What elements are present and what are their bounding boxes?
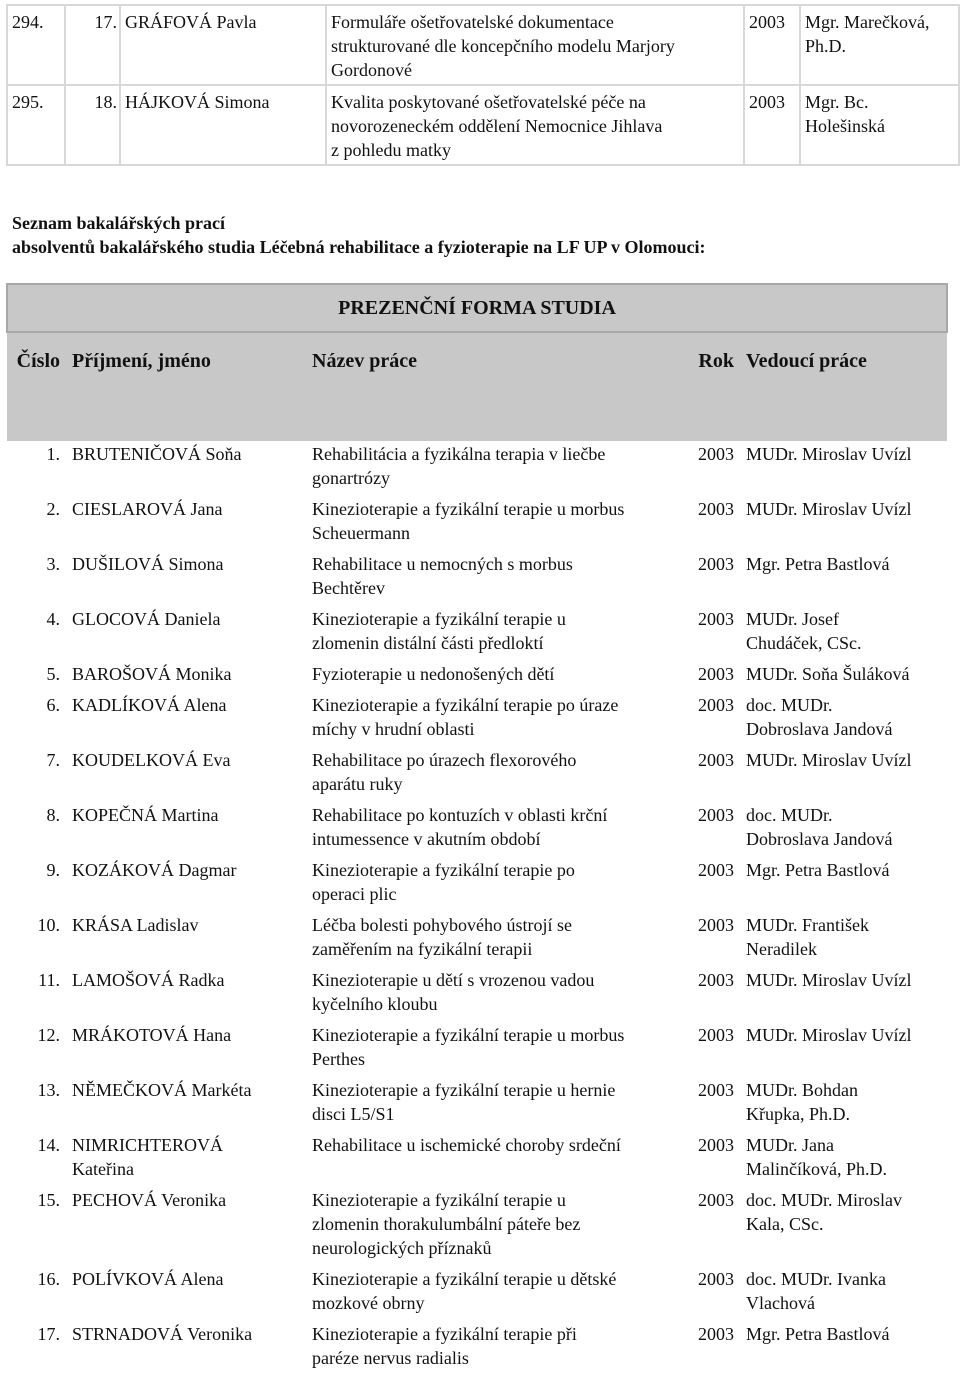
thesis-title-line: Kinezioterapie a fyzikální terapie u <box>312 609 566 629</box>
thesis-supervisor-line: MUDr. Jana <box>746 1135 834 1155</box>
thesis-year: 2003 <box>698 860 734 880</box>
thesis-year: 2003 <box>698 695 734 715</box>
row-number: 5. <box>46 664 60 684</box>
thesis-title-line: Perthes <box>312 1049 365 1069</box>
thesis-title <box>306 606 684 655</box>
author-name-line: LAMOŠOVÁ Radka <box>72 970 225 990</box>
thesis-title <box>306 857 684 906</box>
table-row <box>7 441 947 490</box>
thesis-year: 2003 <box>698 805 734 825</box>
author-name-line: DUŠILOVÁ Simona <box>72 554 224 574</box>
row-spacer-cell <box>7 1370 947 1376</box>
thesis-supervisor-line: MUDr. Miroslav Uvízl <box>746 970 912 990</box>
thesis-title <box>306 1022 684 1071</box>
thesis-title-line: Fyzioterapie u nedonošených dětí <box>312 664 555 684</box>
thesis-supervisor <box>740 606 947 655</box>
thesis-supervisor-line: Křupka, Ph.D. <box>746 1104 850 1124</box>
author-name: HÁJKOVÁ Simona <box>120 85 326 165</box>
col-header-name: Příjmení, jméno <box>66 332 306 388</box>
thesis-supervisor <box>740 1187 947 1260</box>
thesis-year: 2003 <box>698 1080 734 1100</box>
thesis-title <box>326 85 744 165</box>
thesis-title-line: Bechtěrev <box>312 578 385 598</box>
thesis-title <box>306 496 684 545</box>
previous-theses-table <box>6 4 960 166</box>
thesis-year: 2003 <box>698 1025 734 1045</box>
row-number: 3. <box>46 554 60 574</box>
table-row <box>7 496 947 545</box>
author-name <box>66 1132 306 1181</box>
thesis-supervisor <box>740 747 947 796</box>
thesis-year: 2003 <box>744 85 800 165</box>
table-row <box>7 912 947 961</box>
table-row <box>7 606 947 655</box>
row-number: 16. <box>37 1269 60 1289</box>
thesis-title <box>306 1187 684 1260</box>
thesis-title-line: Kinezioterapie a fyzikální terapie u morbus <box>312 1025 625 1045</box>
table-row <box>7 802 947 851</box>
author-name-line: CIESLAROVÁ Jana <box>72 499 223 519</box>
thesis-supervisor <box>740 857 947 906</box>
thesis-supervisor-line: doc. MUDr. <box>746 805 833 825</box>
author-name-line: MRÁKOTOVÁ Hana <box>72 1025 232 1045</box>
row-number: 2. <box>46 499 60 519</box>
thesis-supervisor-line: MUDr. Bohdan <box>746 1080 858 1100</box>
author-name-line: NĚMEČKOVÁ Markéta <box>72 1080 252 1100</box>
thesis-title <box>306 692 684 741</box>
thesis-supervisor <box>740 1266 947 1315</box>
col-header-number: Číslo <box>7 332 66 388</box>
thesis-year: 2003 <box>744 5 800 85</box>
thesis-title-line: Kinezioterapie a fyzikální terapie u hernie <box>312 1080 616 1100</box>
thesis-year: 2003 <box>698 1324 734 1344</box>
thesis-year: 2003 <box>698 1135 734 1155</box>
list-title: Seznam bakalářských prací <box>12 213 226 233</box>
thesis-supervisor-line: MUDr. Josef <box>746 609 839 629</box>
thesis-year: 2003 <box>698 750 734 770</box>
table-row <box>7 661 947 686</box>
thesis-supervisor <box>740 1321 947 1370</box>
table-row <box>7 967 947 1016</box>
row-number: 14. <box>37 1135 60 1155</box>
thesis-supervisor <box>800 5 959 85</box>
thesis-supervisor <box>740 661 947 686</box>
author-name <box>66 551 306 600</box>
table-row <box>7 1187 947 1260</box>
thesis-title-line: novorozeneckém oddělení Nemocnice Jihlava <box>331 116 663 136</box>
thesis-title-line: Formuláře ošetřovatelské dokumentace <box>331 12 614 32</box>
thesis-supervisor <box>740 441 947 490</box>
thesis-title-line: Kinezioterapie a fyzikální terapie u <box>312 1190 566 1210</box>
thesis-supervisor-line: Mgr. Bc. <box>805 92 869 112</box>
thesis-title-line: Kinezioterapie u dětí s vrozenou vadou <box>312 970 595 990</box>
author-name-line: KOUDELKOVÁ Eva <box>72 750 231 770</box>
row-index: 295. <box>7 85 65 165</box>
author-name-line: KOPEČNÁ Martina <box>72 805 219 825</box>
row-number: 11. <box>38 970 60 990</box>
thesis-title <box>306 912 684 961</box>
thesis-supervisor-line: Mgr. Petra Bastlová <box>746 860 890 880</box>
row-seq: 17. <box>65 5 120 85</box>
thesis-title-line: zaměřením na fyzikální terapii <box>312 939 533 959</box>
col-header-title: Název práce <box>306 332 684 388</box>
thesis-supervisor-line: doc. MUDr. <box>746 695 833 715</box>
author-name-line: PECHOVÁ Veronika <box>72 1190 227 1210</box>
thesis-title <box>306 551 684 600</box>
thesis-supervisor <box>740 496 947 545</box>
thesis-title-line: gonartrózy <box>312 468 390 488</box>
thesis-title-line: Kinezioterapie a fyzikální terapie při <box>312 1324 577 1344</box>
thesis-supervisor-line: Dobroslava Jandová <box>746 719 893 739</box>
thesis-title-line: Kvalita poskytované ošetřovatelské péče na <box>331 92 646 112</box>
thesis-supervisor-line: MUDr. Miroslav Uvízl <box>746 499 912 519</box>
theses-table <box>6 283 948 1376</box>
thesis-title-line: zlomenin distální části předloktí <box>312 633 544 653</box>
thesis-supervisor-line: Mgr. Petra Bastlová <box>746 554 890 574</box>
table-row <box>7 692 947 741</box>
thesis-title-line: Kinezioterapie a fyzikální terapie po úraze <box>312 695 619 715</box>
thesis-supervisor <box>740 912 947 961</box>
thesis-title-line: paréze nervus radialis <box>312 1348 469 1368</box>
list-subtitle: absolventů bakalářského studia Léčebná rehabilitace a fyzioterapie na LF UP v Olomouci: <box>12 237 706 257</box>
thesis-title-line: aparátu ruky <box>312 774 403 794</box>
thesis-year: 2003 <box>698 609 734 629</box>
thesis-supervisor-line: Kala, CSc. <box>746 1214 824 1234</box>
author-name <box>66 441 306 490</box>
table-row <box>7 857 947 906</box>
author-name <box>66 1077 306 1126</box>
thesis-supervisor <box>740 692 947 741</box>
thesis-supervisor <box>740 1077 947 1126</box>
author-name-line: Kateřina <box>72 1159 134 1179</box>
thesis-supervisor <box>740 1132 947 1181</box>
thesis-year: 2003 <box>698 915 734 935</box>
thesis-title <box>306 802 684 851</box>
thesis-supervisor <box>740 967 947 1016</box>
thesis-title <box>306 661 684 686</box>
table-row <box>7 1022 947 1071</box>
thesis-supervisor-line: Neradilek <box>746 939 817 959</box>
author-name: GRÁFOVÁ Pavla <box>120 5 326 85</box>
top-row <box>7 85 959 165</box>
author-name <box>66 912 306 961</box>
thesis-title-line: z pohledu matky <box>331 140 451 160</box>
col-header-year: Rok <box>684 332 740 388</box>
table-row <box>7 551 947 600</box>
thesis-supervisor <box>740 551 947 600</box>
thesis-title-line: operaci plic <box>312 884 397 904</box>
thesis-title-line: Rehabilitace u ischemické choroby srdeční <box>312 1135 621 1155</box>
thesis-title-line: Kinezioterapie a fyzikální terapie u morbus <box>312 499 625 519</box>
author-name <box>66 661 306 686</box>
thesis-supervisor-line: doc. MUDr. Ivanka <box>746 1269 886 1289</box>
author-name <box>66 606 306 655</box>
thesis-supervisor <box>740 802 947 851</box>
author-name <box>66 802 306 851</box>
thesis-title <box>306 967 684 1016</box>
row-number: 1. <box>46 444 60 464</box>
row-number: 4. <box>46 609 60 629</box>
thesis-title-line: disci L5/S1 <box>312 1104 395 1124</box>
thesis-year: 2003 <box>698 1190 734 1210</box>
thesis-supervisor-line: doc. MUDr. Miroslav <box>746 1190 902 1210</box>
author-name <box>66 496 306 545</box>
thesis-title <box>326 5 744 85</box>
thesis-title <box>306 441 684 490</box>
thesis-year: 2003 <box>698 1269 734 1289</box>
author-name <box>66 1022 306 1071</box>
thesis-title-line: strukturované dle koncepčního modelu Marjory <box>331 36 675 56</box>
row-number: 15. <box>37 1190 60 1210</box>
thesis-supervisor <box>740 1022 947 1071</box>
thesis-year: 2003 <box>698 499 734 519</box>
study-form-label: PREZENČNÍ FORMA STUDIA <box>7 284 947 332</box>
thesis-title-line: intumessence v akutním období <box>312 829 541 849</box>
row-index: 294. <box>7 5 65 85</box>
author-name <box>66 857 306 906</box>
row-number: 8. <box>46 805 60 825</box>
author-name <box>66 1321 306 1370</box>
thesis-title <box>306 747 684 796</box>
thesis-supervisor-line: MUDr. Soňa Šuláková <box>746 664 910 684</box>
thesis-supervisor-line: MUDr. Miroslav Uvízl <box>746 444 912 464</box>
thesis-title-line: mozkové obrny <box>312 1293 425 1313</box>
thesis-title-line: Kinezioterapie a fyzikální terapie u dětské <box>312 1269 617 1289</box>
author-name-line: BAROŠOVÁ Monika <box>72 664 232 684</box>
author-name-line: GLOCOVÁ Daniela <box>72 609 221 629</box>
col-header-supervisor: Vedoucí práce <box>740 332 947 388</box>
author-name-line: KOZÁKOVÁ Dagmar <box>72 860 237 880</box>
author-name <box>66 967 306 1016</box>
thesis-supervisor-line: Malinčíková, Ph.D. <box>746 1159 887 1179</box>
thesis-title-line: Rehabilitácia a fyzikálna terapia v liečbe <box>312 444 606 464</box>
header-spacer <box>7 388 947 441</box>
thesis-supervisor-line: MUDr. Miroslav Uvízl <box>746 750 912 770</box>
thesis-year: 2003 <box>698 444 734 464</box>
thesis-year: 2003 <box>698 664 734 684</box>
thesis-title-line: Kinezioterapie a fyzikální terapie po <box>312 860 575 880</box>
author-name-line: STRNADOVÁ Veronika <box>72 1324 253 1344</box>
thesis-title-line: míchy v hrudní oblasti <box>312 719 475 739</box>
row-number: 12. <box>37 1025 60 1045</box>
row-number: 17. <box>37 1324 60 1344</box>
thesis-year: 2003 <box>698 970 734 990</box>
row-number: 13. <box>37 1080 60 1100</box>
row-number: 10. <box>37 915 60 935</box>
thesis-supervisor-line: Mgr. Marečková, <box>805 12 930 32</box>
thesis-title-line: Léčba bolesti pohybového ústrojí se <box>312 915 572 935</box>
thesis-title-line: kyčelního kloubu <box>312 994 438 1014</box>
author-name <box>66 1187 306 1260</box>
thesis-title <box>306 1132 684 1181</box>
thesis-supervisor-line: Holešinská <box>805 116 885 136</box>
thesis-supervisor <box>800 85 959 165</box>
thesis-supervisor-line: Dobroslava Jandová <box>746 829 893 849</box>
author-name <box>66 692 306 741</box>
thesis-supervisor-line: MUDr. Miroslav Uvízl <box>746 1025 912 1045</box>
thesis-supervisor-line: MUDr. František <box>746 915 869 935</box>
row-seq: 18. <box>65 85 120 165</box>
thesis-title-line: Gordonové <box>331 60 412 80</box>
row-number: 7. <box>46 750 60 770</box>
thesis-supervisor-line: Chudáček, CSc. <box>746 633 862 653</box>
thesis-title-line: neurologických příznaků <box>312 1238 492 1258</box>
table-row <box>7 1266 947 1315</box>
table-row <box>7 1132 947 1181</box>
top-row <box>7 5 959 85</box>
thesis-title-line: Rehabilitace po kontuzích v oblasti krční <box>312 805 608 825</box>
thesis-title-line: Rehabilitace u nemocných s morbus <box>312 554 573 574</box>
thesis-title-line: Scheuermann <box>312 523 410 543</box>
table-row <box>7 747 947 796</box>
row-number: 6. <box>46 695 60 715</box>
row-spacer <box>7 1370 947 1376</box>
table-row <box>7 1077 947 1126</box>
author-name-line: BRUTENIČOVÁ Soňa <box>72 444 242 464</box>
thesis-supervisor-line: Vlachová <box>746 1293 815 1313</box>
thesis-year: 2003 <box>698 554 734 574</box>
author-name-line: KRÁSA Ladislav <box>72 915 199 935</box>
author-name-line: POLÍVKOVÁ Alena <box>72 1269 224 1289</box>
thesis-title <box>306 1266 684 1315</box>
thesis-title-line: Rehabilitace po úrazech flexorového <box>312 750 577 770</box>
author-name-line: KADLÍKOVÁ Alena <box>72 695 227 715</box>
thesis-supervisor-line: Ph.D. <box>805 36 847 56</box>
thesis-title <box>306 1077 684 1126</box>
table-row <box>7 1321 947 1370</box>
row-number: 9. <box>46 860 60 880</box>
author-name-line: NIMRICHTEROVÁ <box>72 1135 223 1155</box>
thesis-title <box>306 1321 684 1370</box>
thesis-supervisor-line: Mgr. Petra Bastlová <box>746 1324 890 1344</box>
author-name <box>66 747 306 796</box>
author-name <box>66 1266 306 1315</box>
thesis-title-line: zlomenin thorakulumbální páteře bez <box>312 1214 581 1234</box>
